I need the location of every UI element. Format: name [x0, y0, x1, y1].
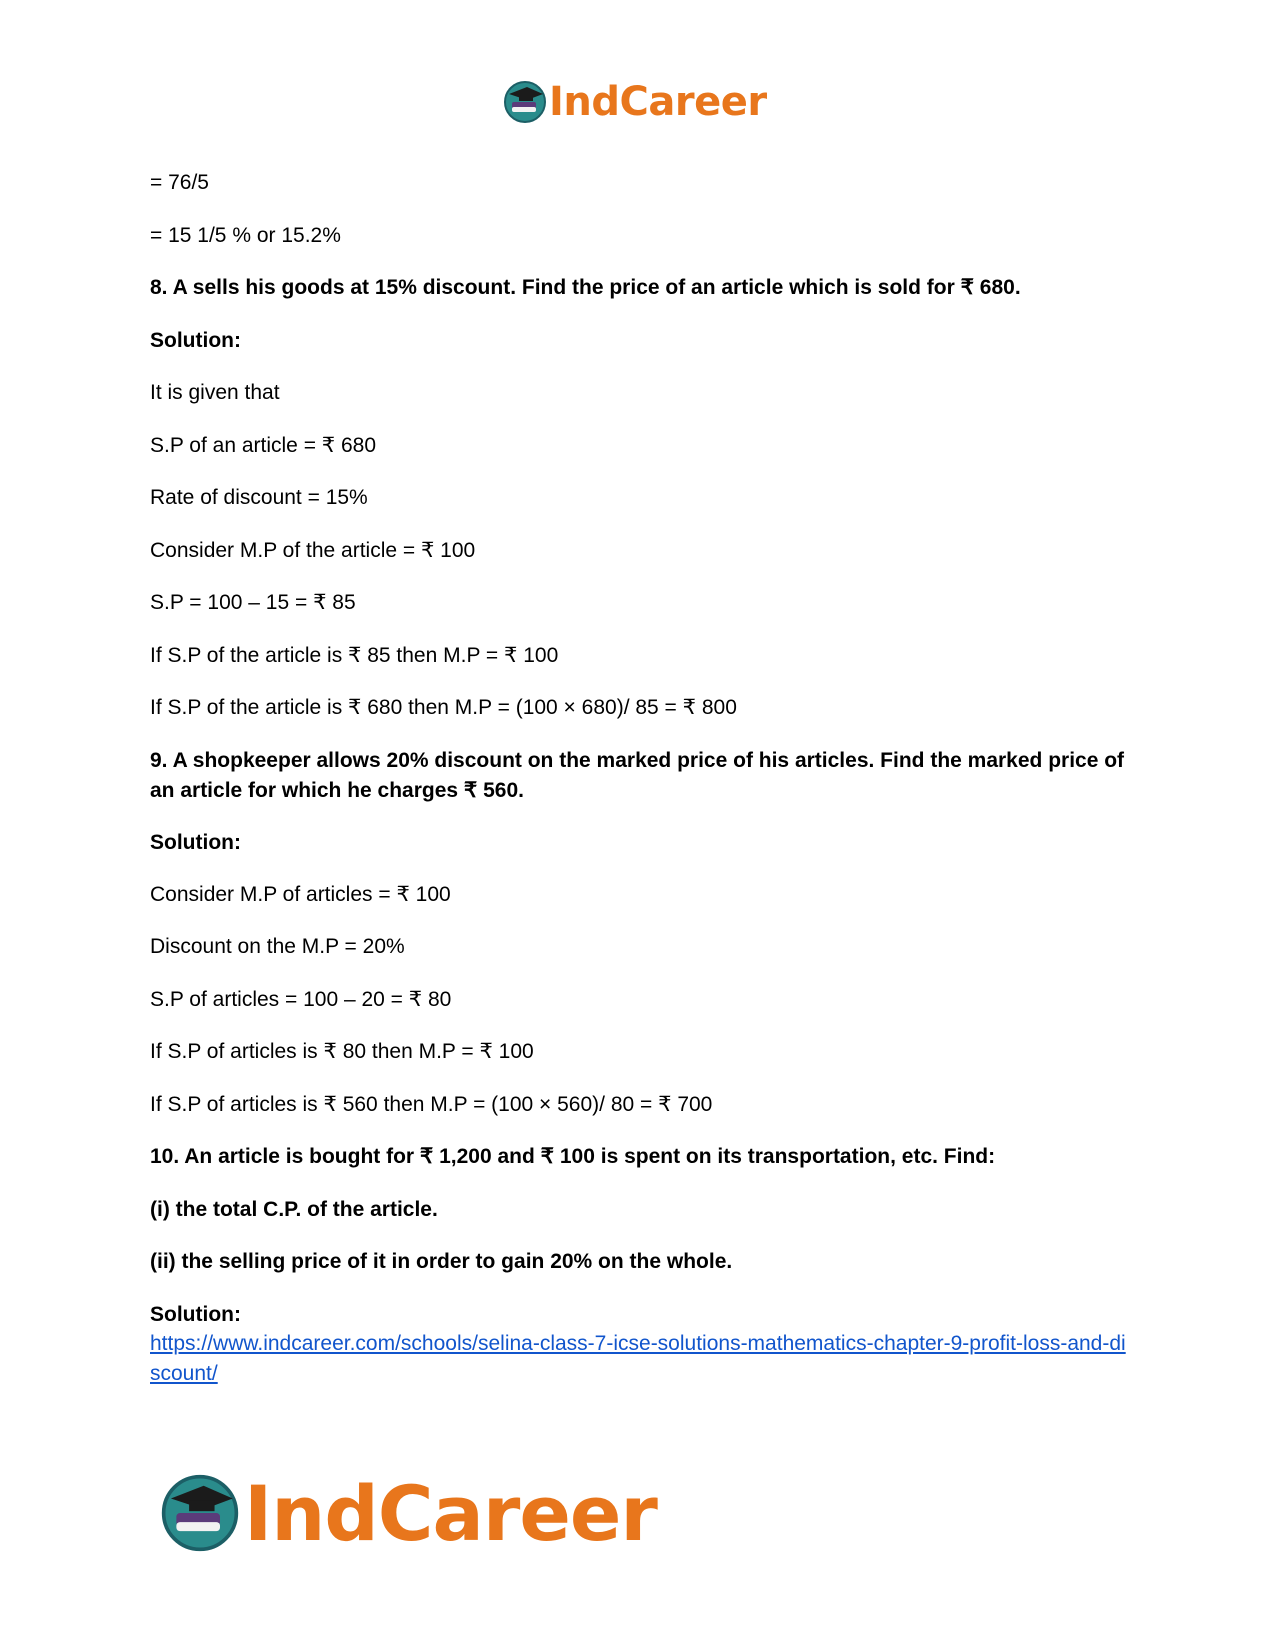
question-10-part-i: (i) the total C.P. of the article. — [150, 1198, 438, 1221]
question-8: 8. A sells his goods at 15% discount. Find the price of an article which is sold for ₹ 680. — [150, 276, 1021, 299]
solution-heading: Solution: — [150, 1303, 241, 1326]
brand-wordmark: IndCareer — [549, 79, 767, 125]
indcareer-logo-top — [503, 78, 767, 126]
equation-line: = 76/5 — [150, 171, 209, 194]
equation-line: = 15 1/5 % or 15.2% — [150, 224, 341, 247]
solution-line: If S.P of the article is ₹ 85 then M.P = ₹ 100 — [150, 644, 559, 667]
solution-line: If S.P of the article is ₹ 680 then M.P = (100 × 680)/ 85 = ₹ 800 — [150, 696, 737, 719]
solution-line: Rate of discount = 15% — [150, 486, 368, 509]
solution-line: If S.P of articles is ₹ 560 then M.P = (100 × 560)/ 80 = ₹ 700 — [150, 1093, 713, 1116]
solution-line: S.P of articles = 100 – 20 = ₹ 80 — [150, 988, 452, 1011]
graduation-cap-book-globe-icon — [503, 80, 547, 124]
solution-heading: Solution: — [150, 329, 241, 352]
brand-wordmark: IndCareer — [244, 1468, 657, 1558]
solution-line: If S.P of articles is ₹ 80 then M.P = ₹ 100 — [150, 1040, 534, 1063]
graduation-cap-book-globe-icon — [160, 1473, 240, 1553]
question-10: 10. An article is bought for ₹ 1,200 and ₹ 100 is spent on its transportation, etc. Find: — [150, 1145, 996, 1168]
solution-line: S.P = 100 – 15 = ₹ 85 — [150, 591, 356, 614]
solution-line: S.P of an article = ₹ 680 — [150, 434, 377, 457]
solution-line: Consider M.P of articles = ₹ 100 — [150, 883, 451, 906]
solution-line: Discount on the M.P = 20% — [150, 935, 405, 958]
solution-line: Consider M.P of the article = ₹ 100 — [150, 539, 476, 562]
question-10-part-ii: (ii) the selling price of it in order to gain 20% on the whole. — [150, 1250, 733, 1273]
solution-line: It is given that — [150, 381, 280, 404]
solution-heading: Solution: — [150, 831, 241, 854]
indcareer-logo-bottom — [160, 1468, 657, 1558]
question-9: 9. A shopkeeper allows 20% discount on the marked price of his articles. Find the marked price of an article for which he charges ₹ 560. — [150, 749, 1125, 802]
solution-link[interactable]: https://www.indcareer.com/schools/selina-class-7-icse-solutions-mathematics-chapter-9-profit-loss-and-discount/ — [150, 1332, 1126, 1385]
